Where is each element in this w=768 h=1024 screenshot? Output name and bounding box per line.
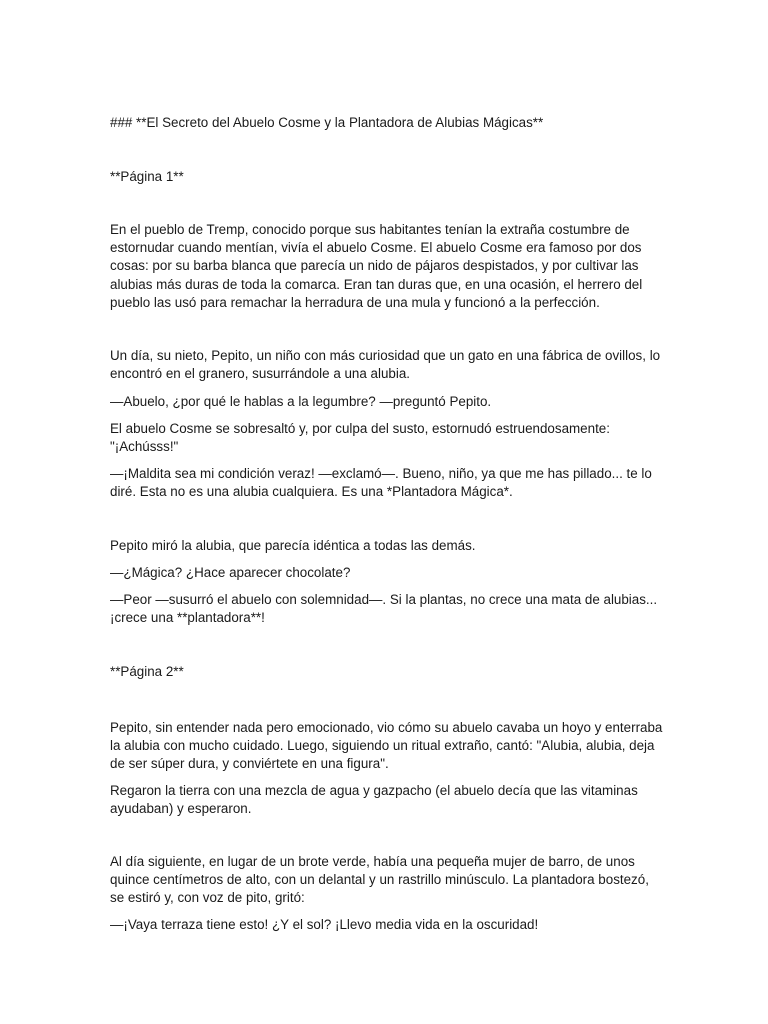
paragraph-11: Al día siguiente, en lugar de un brote verde, había una pequeña mujer de barro, de unos quince centímetros de alto, con un delantal y un rastrillo minúsculo. La plantadora bostezó, se estiró y, con voz de pito, gritó:: [110, 854, 649, 906]
paragraph-3: —Abuelo, ¿por qué le hablas a la legumbre? —preguntó Pepito.: [110, 394, 492, 409]
paragraph-7: —¿Mágica? ¿Hace aparecer chocolate?: [110, 565, 351, 580]
paragraph-6: Pepito miró la alubia, que parecía idéntica a todas las demás.: [110, 538, 476, 553]
paragraph-1: En el pueblo de Tremp, conocido porque sus habitantes tenían la extraña costumbre de estornudar cuando mentían, vivía el abuelo Cosme. El abuelo Cosme era famoso por dos cosas: por su barba blanca que parecía un nido de pájaros despistados, y por cultivar las alubias más duras de toda la comarca. Eran tan duras que, en una ocasión, el herrero del pueblo las usó para remachar la herradura de una mula y funcionó a la perfección.: [110, 222, 643, 310]
paragraph-4: El abuelo Cosme se sobresaltó y, por culpa del susto, estornudó estruendosamente: "¡Achússs!": [110, 421, 610, 455]
paragraph-5: —¡Maldita sea mi condición veraz! —exclamó—. Bueno, niño, ya que me has pillado... te lo diré. Esta no es una alubia cualquiera. Es una *Plantadora Mágica*.: [110, 466, 652, 500]
paragraph-12: —¡Vaya terraza tiene esto! ¿Y el sol? ¡Llevo media vida en la oscuridad!: [110, 917, 539, 932]
page-1-heading: **Página 1**: [110, 169, 184, 184]
paragraph-8: —Peor —susurró el abuelo con solemnidad—. Si la plantas, no crece una mata de alubias... ¡crece una **plantadora**!: [110, 592, 658, 626]
page-2-heading: **Página 2**: [110, 664, 184, 679]
document-title: ### **El Secreto del Abuelo Cosme y la Plantadora de Alubias Mágicas**: [110, 115, 544, 130]
paragraph-2: Un día, su nieto, Pepito, un niño con más curiosidad que un gato en una fábrica de ovillos, lo encontró en el granero, susurrándole a una alubia.: [110, 348, 661, 382]
paragraph-10: Regaron la tierra con una mezcla de agua y gazpacho (el abuelo decía que las vitaminas ayudaban) y esperaron.: [110, 783, 638, 817]
paragraph-9: Pepito, sin entender nada pero emocionado, vio cómo su abuelo cavaba un hoyo y enterraba la alubia con mucho cuidado. Luego, siguiendo un ritual extraño, cantó: "Alubia, alubia, deja de ser súper dura, y conviértete en una figura".: [110, 720, 663, 772]
